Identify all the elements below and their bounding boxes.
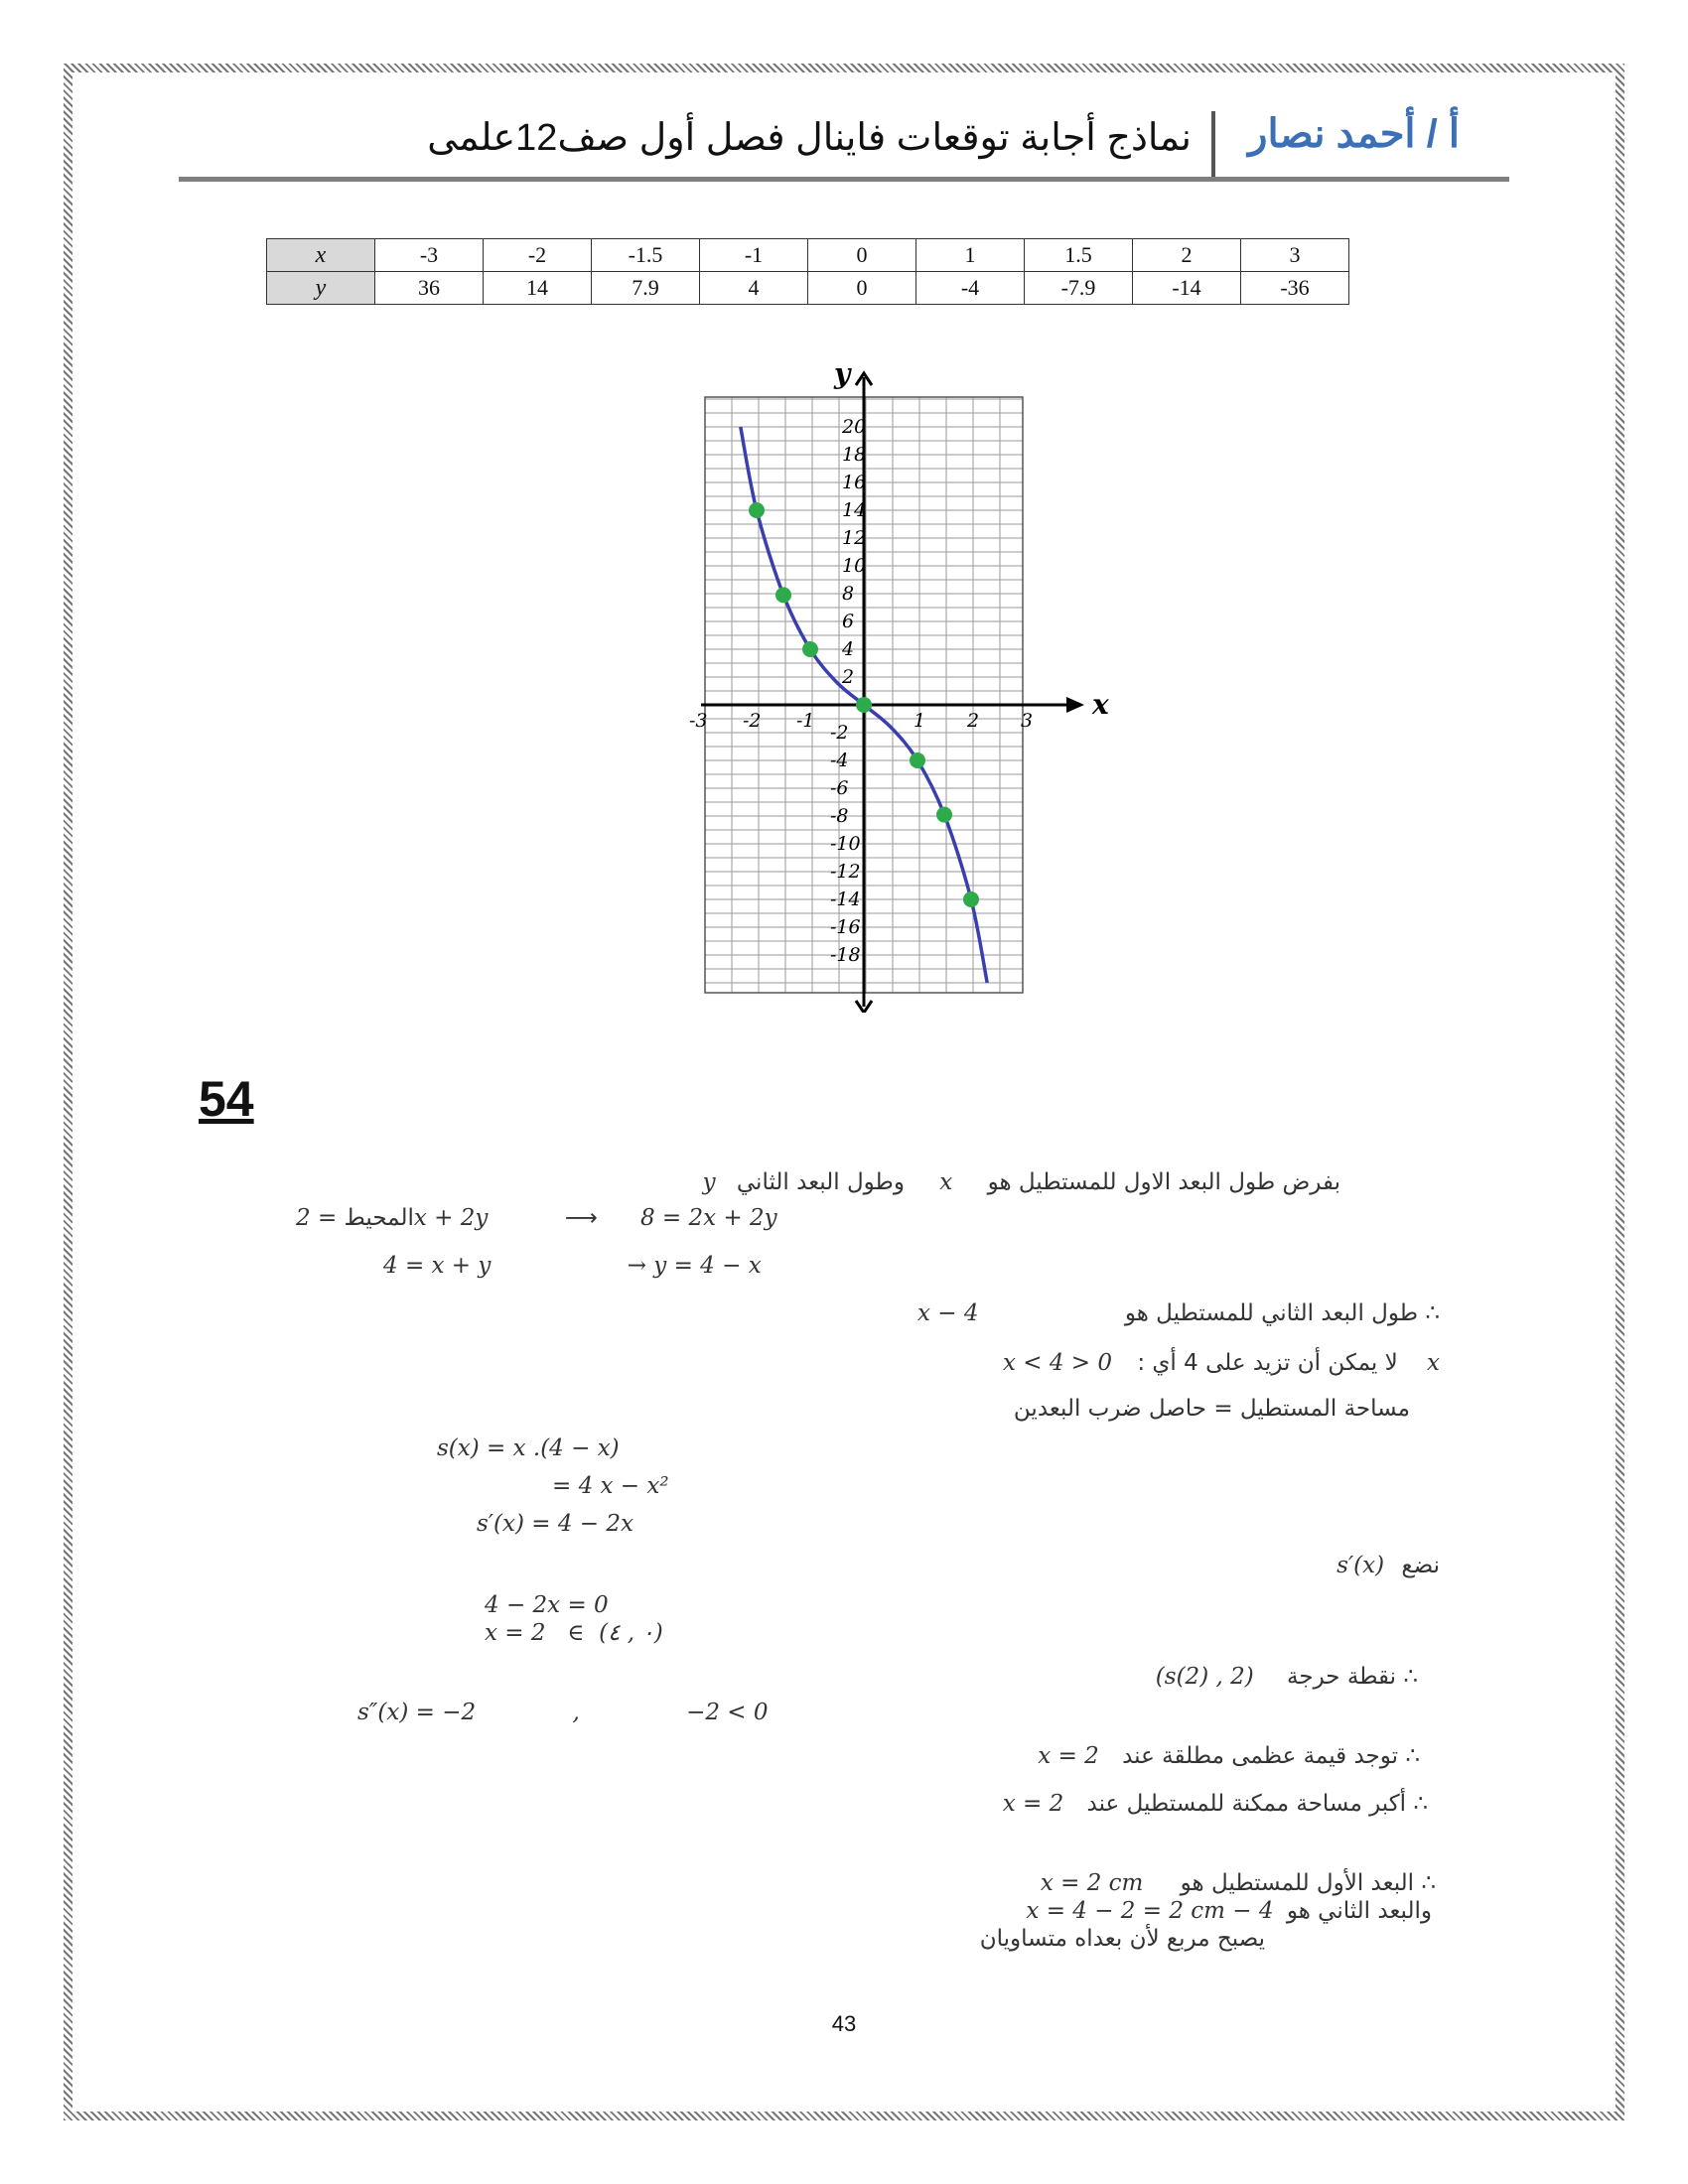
table-cell: 1 — [916, 239, 1025, 272]
y-tick-label: -16 — [830, 916, 861, 938]
solution-line-14 — [357, 1700, 769, 1725]
sol-text: نضع — [1401, 1553, 1440, 1578]
sol-text: ∴ نقطة حرجة — [1287, 1664, 1418, 1690]
sol-text: بفرض طول البعد الاول للمستطيل هو — [987, 1169, 1340, 1195]
sol-text: لا يمكن أن تزيد على 4 أي : — [1137, 1350, 1398, 1376]
data-point — [910, 752, 925, 768]
sol-text: ∴ توجد قيمة عظمى مطلقة عند — [1122, 1743, 1420, 1769]
data-point — [936, 807, 952, 823]
y-tick-label: -14 — [830, 888, 861, 910]
solution-line-7: s(x) = x .(4 − x) — [437, 1435, 620, 1461]
y-tick-label: -18 — [830, 944, 861, 966]
sol-math: x = 2 cm — [1040, 1870, 1144, 1896]
sol-math: 4 = x + y — [383, 1253, 492, 1279]
question-number: 54 — [199, 1071, 254, 1127]
solution-line-2 — [280, 1205, 777, 1231]
solution-line-12: x = 2 ∈ (٠ , ٤) — [485, 1620, 663, 1646]
y-tick-label: 8 — [842, 583, 855, 605]
table-cell: 2 — [1133, 239, 1241, 272]
table-cell: -2 — [484, 239, 592, 272]
y-axis-label: y — [834, 357, 851, 390]
sol-math: → y = 4 − x — [627, 1253, 762, 1279]
x-tick-label: 2 — [967, 710, 980, 732]
y-tick-label: -4 — [830, 750, 849, 771]
solution-line-5 — [1003, 1350, 1440, 1376]
table-cell: 14 — [484, 272, 592, 305]
sol-math: −2 < 0 — [686, 1700, 769, 1725]
data-point — [802, 641, 818, 657]
document-title: نماذج أجابة توقعات فاينال فصل أول صف12علمى — [427, 117, 1192, 159]
table-cell: 36 — [375, 272, 484, 305]
sol-math: s′(x) — [1336, 1553, 1385, 1578]
solution-line-19: يصبح مربع لأن بعداه متساويان — [979, 1926, 1265, 1952]
sol-math: (2 , s(2)) — [1155, 1664, 1254, 1690]
table-header-x: x — [267, 239, 375, 272]
solution-line-15 — [1038, 1743, 1420, 1769]
sol-math: 4 − x = 4 − 2 = 2 cm — [1026, 1898, 1274, 1924]
table-cell: 3 — [1241, 239, 1349, 272]
table-cell: 1.5 — [1025, 239, 1133, 272]
solution-line-1 — [703, 1169, 1340, 1195]
table-row-y — [267, 272, 1349, 305]
solution-line-9: s′(x) = 4 − 2x — [477, 1511, 633, 1537]
sol-math: 4 − x — [917, 1300, 979, 1326]
page-header — [179, 107, 1509, 179]
sol-math: 0 < x < 4 — [1003, 1350, 1113, 1376]
sol-text: ∴ البعد الأول للمستطيل هو — [1180, 1870, 1436, 1896]
y-tick-label: -10 — [830, 833, 861, 855]
data-point — [856, 697, 872, 713]
y-tick-label: -12 — [830, 861, 861, 883]
sol-text: ∴ طول البعد الثاني للمستطيل هو — [1124, 1300, 1440, 1326]
y-tick-label: 2 — [842, 666, 855, 688]
sol-text: والبعد الثاني هو — [1286, 1898, 1432, 1924]
y-tick-label: 14 — [842, 499, 867, 521]
solution-line-17 — [1041, 1870, 1436, 1896]
y-tick-label: 12 — [842, 527, 867, 549]
solution-line-18 — [1026, 1898, 1432, 1924]
solution-line-6: مساحة المستطيل = حاصل ضرب البعدين — [1013, 1396, 1410, 1422]
sol-math: x — [1427, 1350, 1440, 1376]
data-point — [963, 891, 979, 907]
table-cell: -4 — [916, 272, 1025, 305]
solution-line-11: 4 − 2x = 0 — [485, 1592, 609, 1618]
data-point — [775, 587, 791, 603]
sol-math: s″(x) = −2 — [357, 1700, 477, 1725]
sol-math: x = 2 — [1002, 1791, 1064, 1817]
sol-math: 8 = 2x + 2y — [639, 1205, 777, 1231]
cubic-graph — [635, 357, 1132, 1013]
solution-line-13 — [1156, 1664, 1418, 1690]
y-tick-label: 6 — [842, 611, 855, 632]
table-cell: 0 — [808, 239, 916, 272]
table-cell: -3 — [375, 239, 484, 272]
sol-text: وطول البعد الثاني — [736, 1169, 905, 1195]
x-tick-label: -2 — [743, 710, 762, 732]
table-header-y: y — [267, 272, 375, 305]
sol-text: ∴ أكبر مساحة ممكنة للمستطيل عند — [1086, 1791, 1428, 1817]
x-tick-label: 1 — [914, 710, 926, 732]
sol-math: y — [702, 1169, 716, 1195]
arrow-icon: ⟶ — [564, 1205, 598, 1231]
sol-math: x — [939, 1169, 953, 1195]
x-tick-label: 3 — [1021, 710, 1034, 732]
x-axis-arrow-icon — [1066, 697, 1084, 713]
x-tick-label: -3 — [689, 710, 708, 732]
x-tick-label: -1 — [796, 710, 815, 732]
solution-line-4 — [917, 1300, 1440, 1326]
solution-line-8: = 4 x − x² — [552, 1473, 669, 1499]
y-tick-label: 18 — [842, 444, 867, 466]
sol-math: , — [572, 1700, 580, 1725]
sol-math: = 2x + 2y — [296, 1205, 489, 1231]
x-axis-label: x — [1092, 688, 1109, 721]
solution-line-16 — [1003, 1791, 1428, 1817]
data-point — [749, 502, 765, 518]
table-cell: 7.9 — [592, 272, 700, 305]
y-tick-label: 4 — [842, 638, 855, 660]
table-cell: -14 — [1133, 272, 1241, 305]
y-tick-label: -6 — [830, 777, 849, 799]
solution-line-10 — [1336, 1553, 1440, 1578]
table-cell: -7.9 — [1025, 272, 1133, 305]
table-cell: 0 — [808, 272, 916, 305]
y-tick-label: 20 — [842, 416, 867, 438]
author-name: أ / أحمد نصار — [1248, 112, 1460, 156]
header-separator — [1211, 111, 1215, 179]
table-cell: -36 — [1241, 272, 1349, 305]
sol-text: المحيط — [344, 1205, 414, 1231]
y-tick-label: -8 — [830, 805, 849, 827]
values-table — [266, 238, 1349, 305]
y-tick-label: -2 — [830, 722, 849, 744]
y-tick-label: 16 — [842, 472, 867, 493]
table-cell: -1.5 — [592, 239, 700, 272]
table-row-x — [267, 239, 1349, 272]
table-cell: -1 — [700, 239, 808, 272]
y-tick-label: 10 — [842, 555, 867, 577]
page-number: 43 — [831, 2011, 857, 2036]
table-cell: 4 — [700, 272, 808, 305]
sol-math: x = 2 — [1038, 1743, 1099, 1769]
header-rule — [179, 177, 1509, 182]
solution-line-3 — [383, 1253, 762, 1279]
